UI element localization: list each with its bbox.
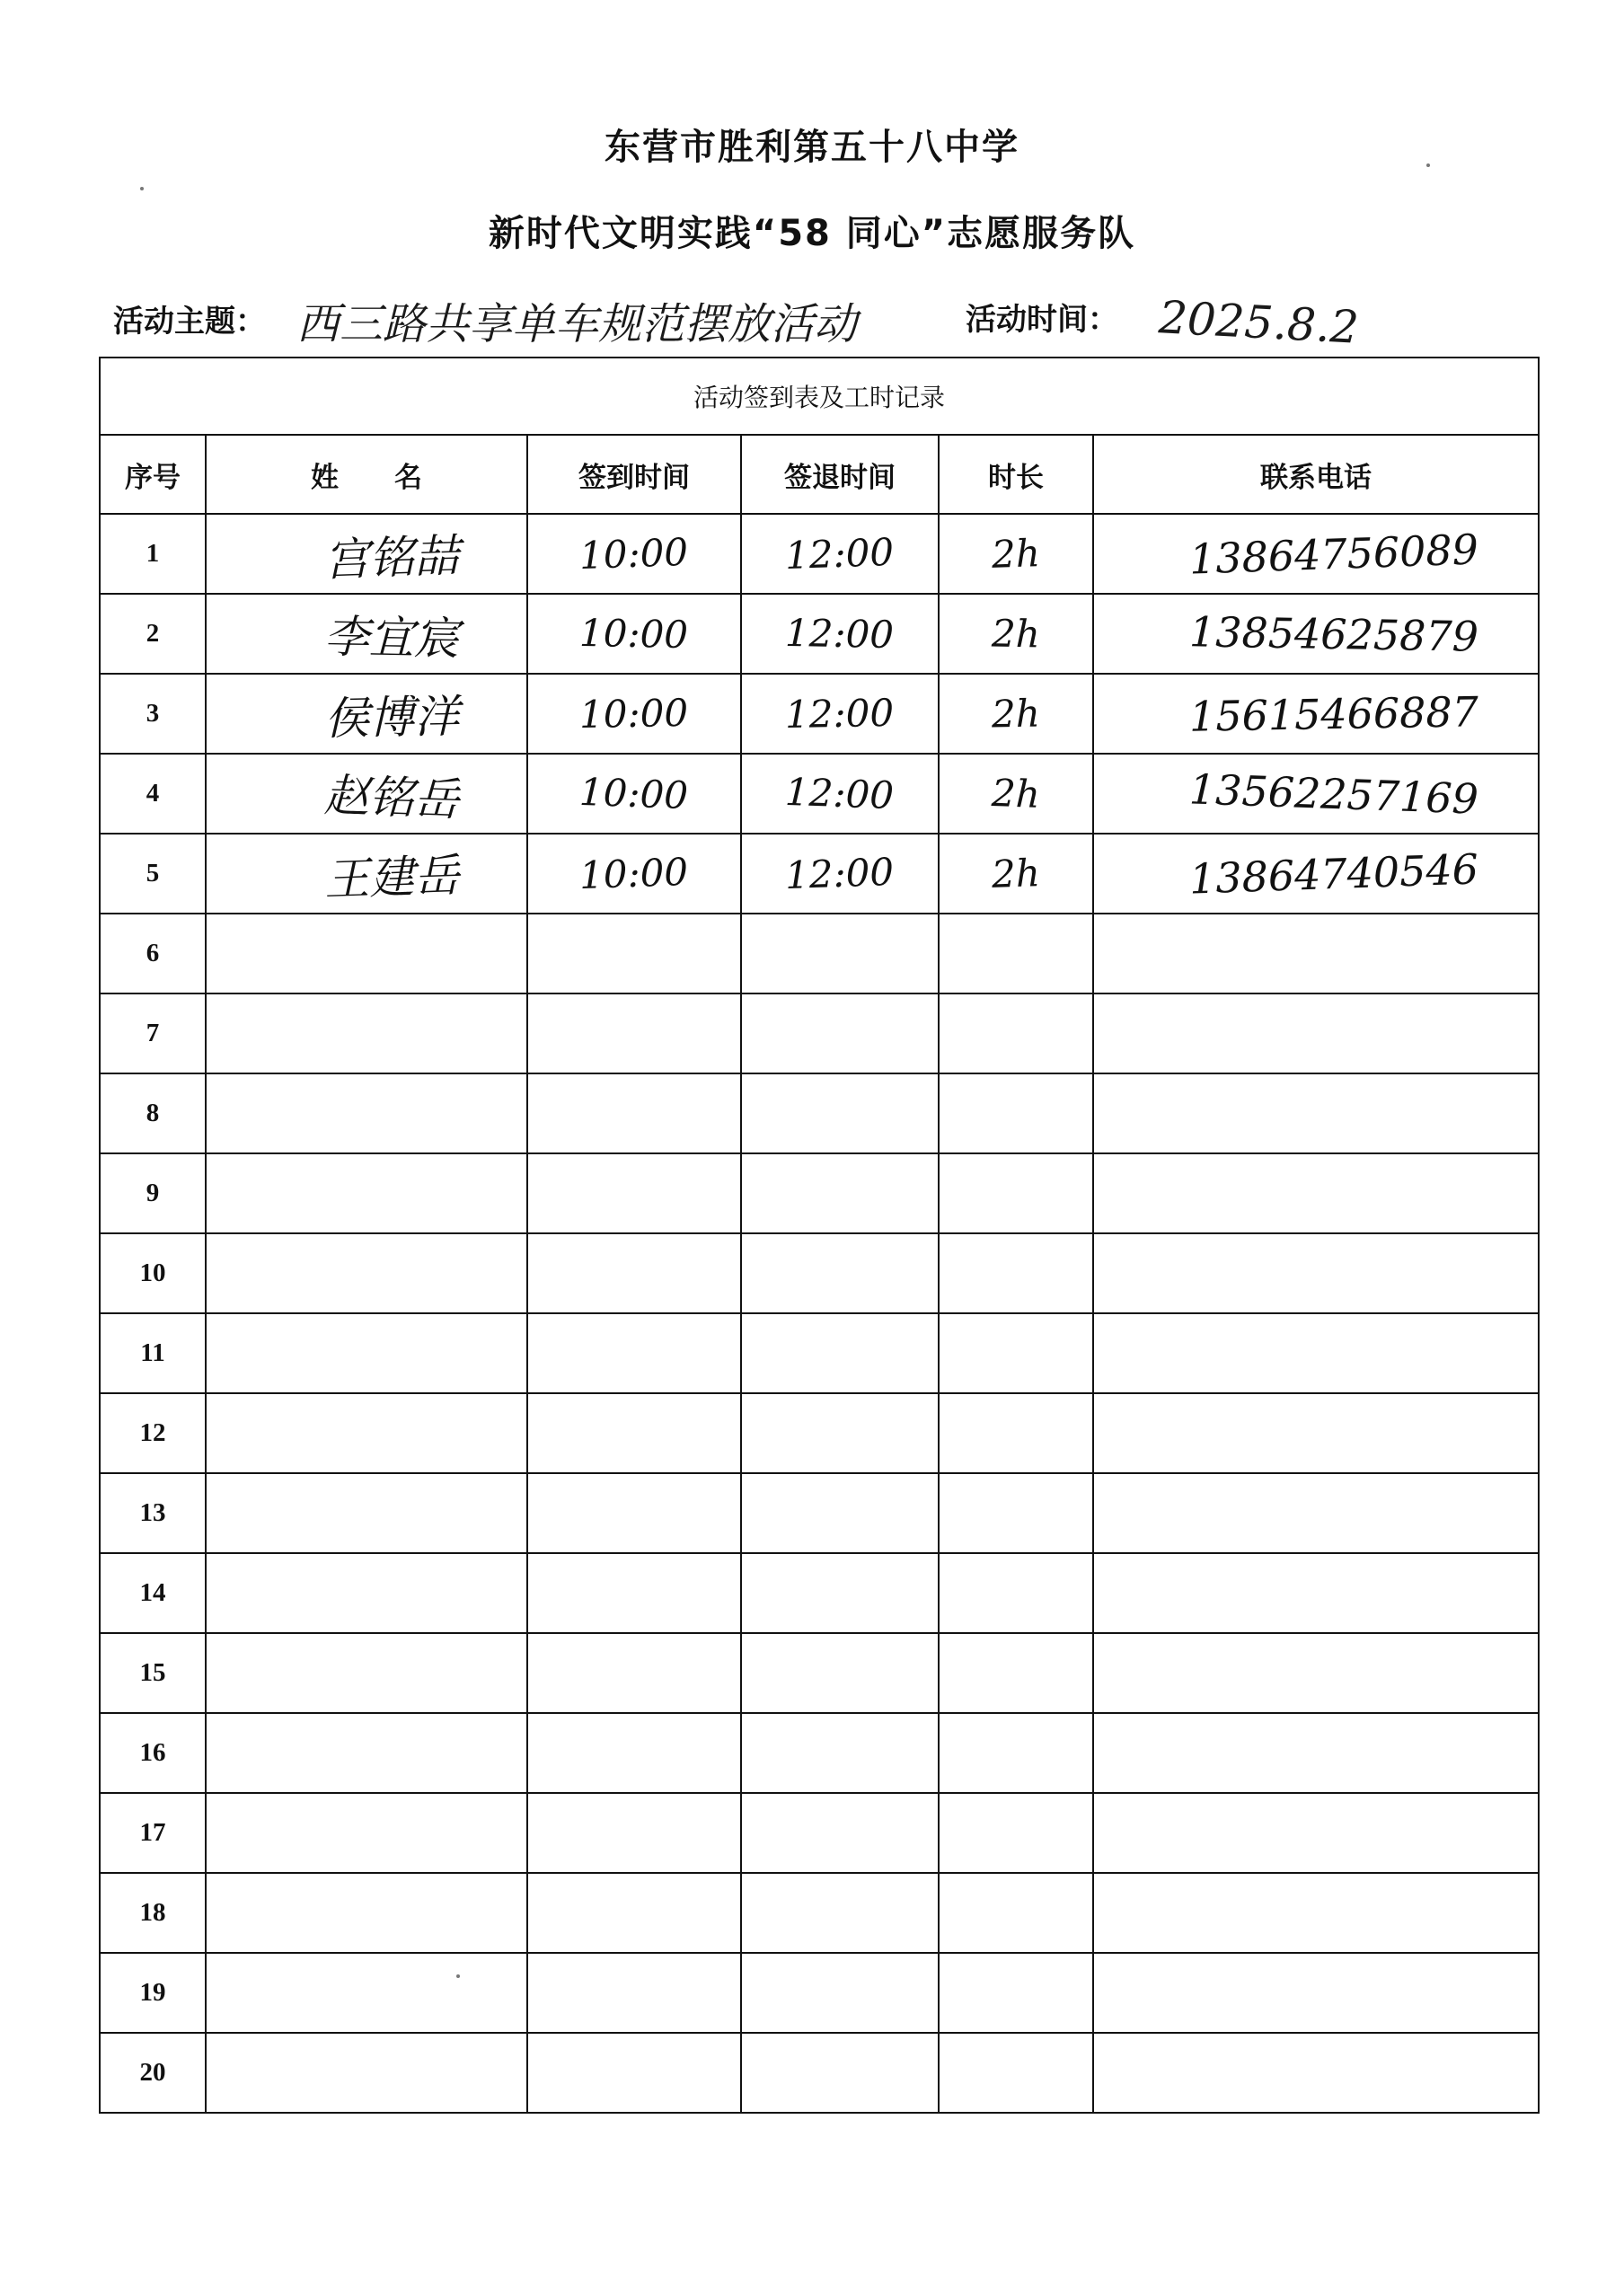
time-value: 2025.8.2 — [1157, 291, 1361, 354]
row-number — [100, 1233, 206, 1313]
table-row — [100, 1313, 1539, 1393]
cell-duration — [939, 514, 1093, 594]
cell-phone — [1093, 914, 1539, 993]
cell-checkout-time — [741, 1153, 939, 1233]
cell-checkin-time — [527, 1233, 741, 1313]
cell-name — [206, 1073, 527, 1153]
cell-duration — [939, 674, 1093, 754]
cell-duration — [939, 1473, 1093, 1553]
cell-name — [206, 914, 527, 993]
cell-checkin-time — [527, 834, 741, 914]
row-number — [100, 1393, 206, 1473]
cell-phone — [1093, 1473, 1539, 1553]
cell-duration — [939, 754, 1093, 834]
cell-checkout-time — [741, 594, 939, 674]
cell-checkin-time — [527, 674, 741, 754]
cell-checkin-time-text: 10:00 — [579, 690, 689, 737]
cell-checkin-time-text: 10:00 — [578, 769, 690, 818]
cell-checkin-time — [527, 1473, 741, 1553]
cell-phone — [1093, 1073, 1539, 1153]
row-number — [100, 1313, 206, 1393]
table-row — [100, 1153, 1539, 1233]
cell-name-text: 宫铭喆 — [322, 528, 460, 587]
cell-checkout-time-text: 12:00 — [785, 610, 895, 658]
cell-checkin-time — [527, 1073, 741, 1153]
cell-checkout-time — [741, 2033, 939, 2113]
cell-phone-text: 13864756089 — [1188, 524, 1479, 584]
cell-duration — [939, 2033, 1093, 2113]
cell-checkout-time — [741, 993, 939, 1073]
cell-phone — [1093, 1793, 1539, 1873]
col-header-checkout: 签退时间 — [741, 435, 939, 514]
cell-name — [206, 1633, 527, 1713]
cell-name-text: 赵铭岳 — [322, 768, 460, 826]
row-number — [100, 1873, 206, 1953]
school-title: 东营市胜利第五十八中学 — [605, 127, 1019, 168]
table-row — [100, 1793, 1539, 1873]
cell-phone — [1093, 834, 1539, 914]
cell-duration — [939, 1553, 1093, 1633]
cell-name — [206, 754, 527, 834]
table-row — [100, 1953, 1539, 2033]
cell-phone — [1093, 1553, 1539, 1633]
row-number-text: 15 — [139, 1658, 166, 1687]
row-number-text: 3 — [146, 699, 160, 728]
scan-speck — [456, 1974, 460, 1978]
cell-phone — [1093, 514, 1539, 594]
cell-checkin-time — [527, 754, 741, 834]
cell-phone-text: 15615466887 — [1188, 686, 1479, 741]
cell-name — [206, 1393, 527, 1473]
cell-name-text: 李宜宸 — [322, 610, 459, 665]
row-number — [100, 1073, 206, 1153]
cell-duration-text: 2h — [991, 771, 1041, 817]
row-number — [100, 993, 206, 1073]
cell-duration — [939, 834, 1093, 914]
cell-phone — [1093, 2033, 1539, 2113]
table-row — [100, 1393, 1539, 1473]
row-number-text: 7 — [146, 1019, 160, 1047]
cell-duration — [939, 1393, 1093, 1473]
scan-speck — [1426, 163, 1430, 167]
col-header-no: 序号 — [100, 435, 206, 514]
cell-checkout-time — [741, 1313, 939, 1393]
table-row — [100, 1713, 1539, 1793]
col-header-name: 姓 名 — [206, 435, 527, 514]
cell-checkin-time — [527, 993, 741, 1073]
table-row — [100, 1233, 1539, 1313]
cell-name — [206, 674, 527, 754]
team-title: 新时代文明实践“58 同心”志愿服务队 — [488, 213, 1136, 254]
cell-name — [206, 1713, 527, 1793]
cell-name — [206, 834, 527, 914]
cell-checkout-time — [741, 834, 939, 914]
cell-duration-text: 2h — [991, 531, 1041, 577]
row-number-text: 8 — [146, 1099, 160, 1127]
cell-duration-text: 2h — [991, 611, 1041, 657]
cell-name — [206, 1953, 527, 2033]
cell-phone-text: 13854625879 — [1188, 606, 1479, 661]
row-number — [100, 594, 206, 674]
cell-checkin-time-text: 10:00 — [578, 529, 690, 578]
row-number-text: 12 — [139, 1418, 166, 1447]
cell-duration — [939, 594, 1093, 674]
table-body — [100, 514, 1539, 2113]
row-number — [100, 1633, 206, 1713]
cell-checkin-time — [527, 1633, 741, 1713]
cell-duration — [939, 1633, 1093, 1713]
cell-name — [206, 1873, 527, 1953]
table-row — [100, 1873, 1539, 1953]
table-row — [100, 1633, 1539, 1713]
cell-phone — [1093, 594, 1539, 674]
cell-duration — [939, 1073, 1093, 1153]
row-number-text: 1 — [146, 539, 160, 568]
theme-value: 西三路共享单车规范摆放活动 — [296, 299, 858, 349]
table-row — [100, 914, 1539, 993]
cell-checkout-time — [741, 1473, 939, 1553]
row-number-text: 10 — [139, 1258, 166, 1287]
cell-phone — [1093, 993, 1539, 1073]
cell-phone — [1093, 1313, 1539, 1393]
cell-checkout-time — [741, 1793, 939, 1873]
cell-checkin-time — [527, 914, 741, 993]
cell-duration-text: 2h — [991, 851, 1041, 896]
cell-name — [206, 514, 527, 594]
row-number — [100, 1793, 206, 1873]
cell-duration — [939, 1153, 1093, 1233]
cell-name-text: 王建岳 — [322, 848, 460, 906]
cell-checkout-time — [741, 1873, 939, 1953]
table-row — [100, 834, 1539, 914]
col-header-phone: 联系电话 — [1093, 435, 1539, 514]
cell-phone-text: 13864740546 — [1188, 843, 1479, 904]
sign-in-table — [99, 357, 1540, 2114]
cell-name — [206, 594, 527, 674]
cell-checkin-time — [527, 1873, 741, 1953]
cell-checkout-time-text: 12:00 — [784, 849, 896, 898]
cell-checkin-time-text: 10:00 — [578, 849, 690, 898]
row-number-text: 19 — [139, 1978, 166, 2007]
table-row — [100, 1473, 1539, 1553]
row-number — [100, 754, 206, 834]
cell-checkout-time — [741, 1553, 939, 1633]
cell-checkout-time — [741, 1073, 939, 1153]
column-header-row — [100, 435, 1539, 514]
row-number — [100, 1153, 206, 1233]
cell-name-text: 侯博洋 — [323, 690, 460, 745]
cell-checkin-time — [527, 1953, 741, 2033]
cell-name — [206, 2033, 527, 2113]
cell-checkout-time — [741, 1233, 939, 1313]
cell-name — [206, 993, 527, 1073]
row-number-text: 17 — [139, 1818, 166, 1847]
cell-duration — [939, 914, 1093, 993]
cell-name — [206, 1473, 527, 1553]
cell-duration — [939, 1313, 1093, 1393]
cell-phone — [1093, 1713, 1539, 1793]
cell-checkin-time — [527, 1793, 741, 1873]
cell-checkin-time — [527, 1153, 741, 1233]
cell-name — [206, 1153, 527, 1233]
scan-speck — [140, 187, 144, 190]
cell-checkout-time-text: 12:00 — [785, 690, 895, 737]
cell-checkout-time — [741, 1953, 939, 2033]
cell-checkout-time — [741, 914, 939, 993]
cell-checkin-time — [527, 1313, 741, 1393]
cell-checkout-time — [741, 754, 939, 834]
cell-checkout-time — [741, 1713, 939, 1793]
table-row — [100, 594, 1539, 674]
row-number-text: 4 — [146, 779, 160, 808]
cell-checkout-time — [741, 674, 939, 754]
cell-checkin-time — [527, 2033, 741, 2113]
table-row — [100, 514, 1539, 594]
table-row — [100, 993, 1539, 1073]
cell-checkin-time — [527, 594, 741, 674]
cell-phone-text: 13562257169 — [1188, 764, 1479, 824]
row-number-text: 14 — [139, 1578, 166, 1607]
cell-checkin-time — [527, 1393, 741, 1473]
row-number-text: 13 — [139, 1498, 166, 1527]
table-caption: 活动签到表及工时记录 — [100, 358, 1539, 435]
row-number — [100, 1553, 206, 1633]
cell-phone — [1093, 1633, 1539, 1713]
cell-checkin-time-text: 10:00 — [579, 610, 689, 658]
cell-phone — [1093, 1393, 1539, 1473]
col-header-checkin: 签到时间 — [527, 435, 741, 514]
theme-label: 活动主题： — [113, 304, 266, 340]
row-number — [100, 514, 206, 594]
cell-phone — [1093, 754, 1539, 834]
row-number — [100, 1473, 206, 1553]
col-header-duration: 时长 — [939, 435, 1093, 514]
row-number-text: 16 — [139, 1738, 166, 1767]
cell-name — [206, 1553, 527, 1633]
row-number-text: 18 — [139, 1898, 166, 1927]
table-row — [100, 674, 1539, 754]
row-number — [100, 674, 206, 754]
cell-duration — [939, 1233, 1093, 1313]
cell-phone — [1093, 674, 1539, 754]
row-number — [100, 1953, 206, 2033]
cell-name — [206, 1233, 527, 1313]
row-number-text: 6 — [146, 939, 160, 967]
cell-duration — [939, 1873, 1093, 1953]
cell-checkout-time-text: 12:00 — [784, 769, 896, 818]
row-number-text: 20 — [139, 2058, 166, 2087]
cell-checkout-time — [741, 514, 939, 594]
cell-checkin-time — [527, 1713, 741, 1793]
row-number — [100, 914, 206, 993]
cell-checkin-time — [527, 514, 741, 594]
cell-phone — [1093, 1153, 1539, 1233]
cell-duration — [939, 993, 1093, 1073]
cell-duration — [939, 1713, 1093, 1793]
cell-duration — [939, 1793, 1093, 1873]
cell-checkout-time-text: 12:00 — [784, 529, 896, 578]
cell-duration — [939, 1953, 1093, 2033]
cell-duration-text: 2h — [991, 691, 1041, 737]
cell-phone — [1093, 1953, 1539, 2033]
table-row — [100, 2033, 1539, 2113]
row-number-text: 5 — [146, 859, 160, 887]
time-label: 活动时间： — [966, 302, 1118, 338]
cell-checkout-time — [741, 1633, 939, 1713]
table-row — [100, 1073, 1539, 1153]
table-row — [100, 754, 1539, 834]
cell-name — [206, 1793, 527, 1873]
row-number — [100, 1713, 206, 1793]
row-number — [100, 2033, 206, 2113]
cell-name — [206, 1313, 527, 1393]
row-number — [100, 834, 206, 914]
cell-checkout-time — [741, 1393, 939, 1473]
row-number-text: 11 — [140, 1338, 165, 1367]
cell-phone — [1093, 1873, 1539, 1953]
row-number-text: 9 — [146, 1179, 160, 1207]
cell-checkin-time — [527, 1553, 741, 1633]
row-number-text: 2 — [146, 619, 160, 648]
table-row — [100, 1553, 1539, 1633]
cell-phone — [1093, 1233, 1539, 1313]
